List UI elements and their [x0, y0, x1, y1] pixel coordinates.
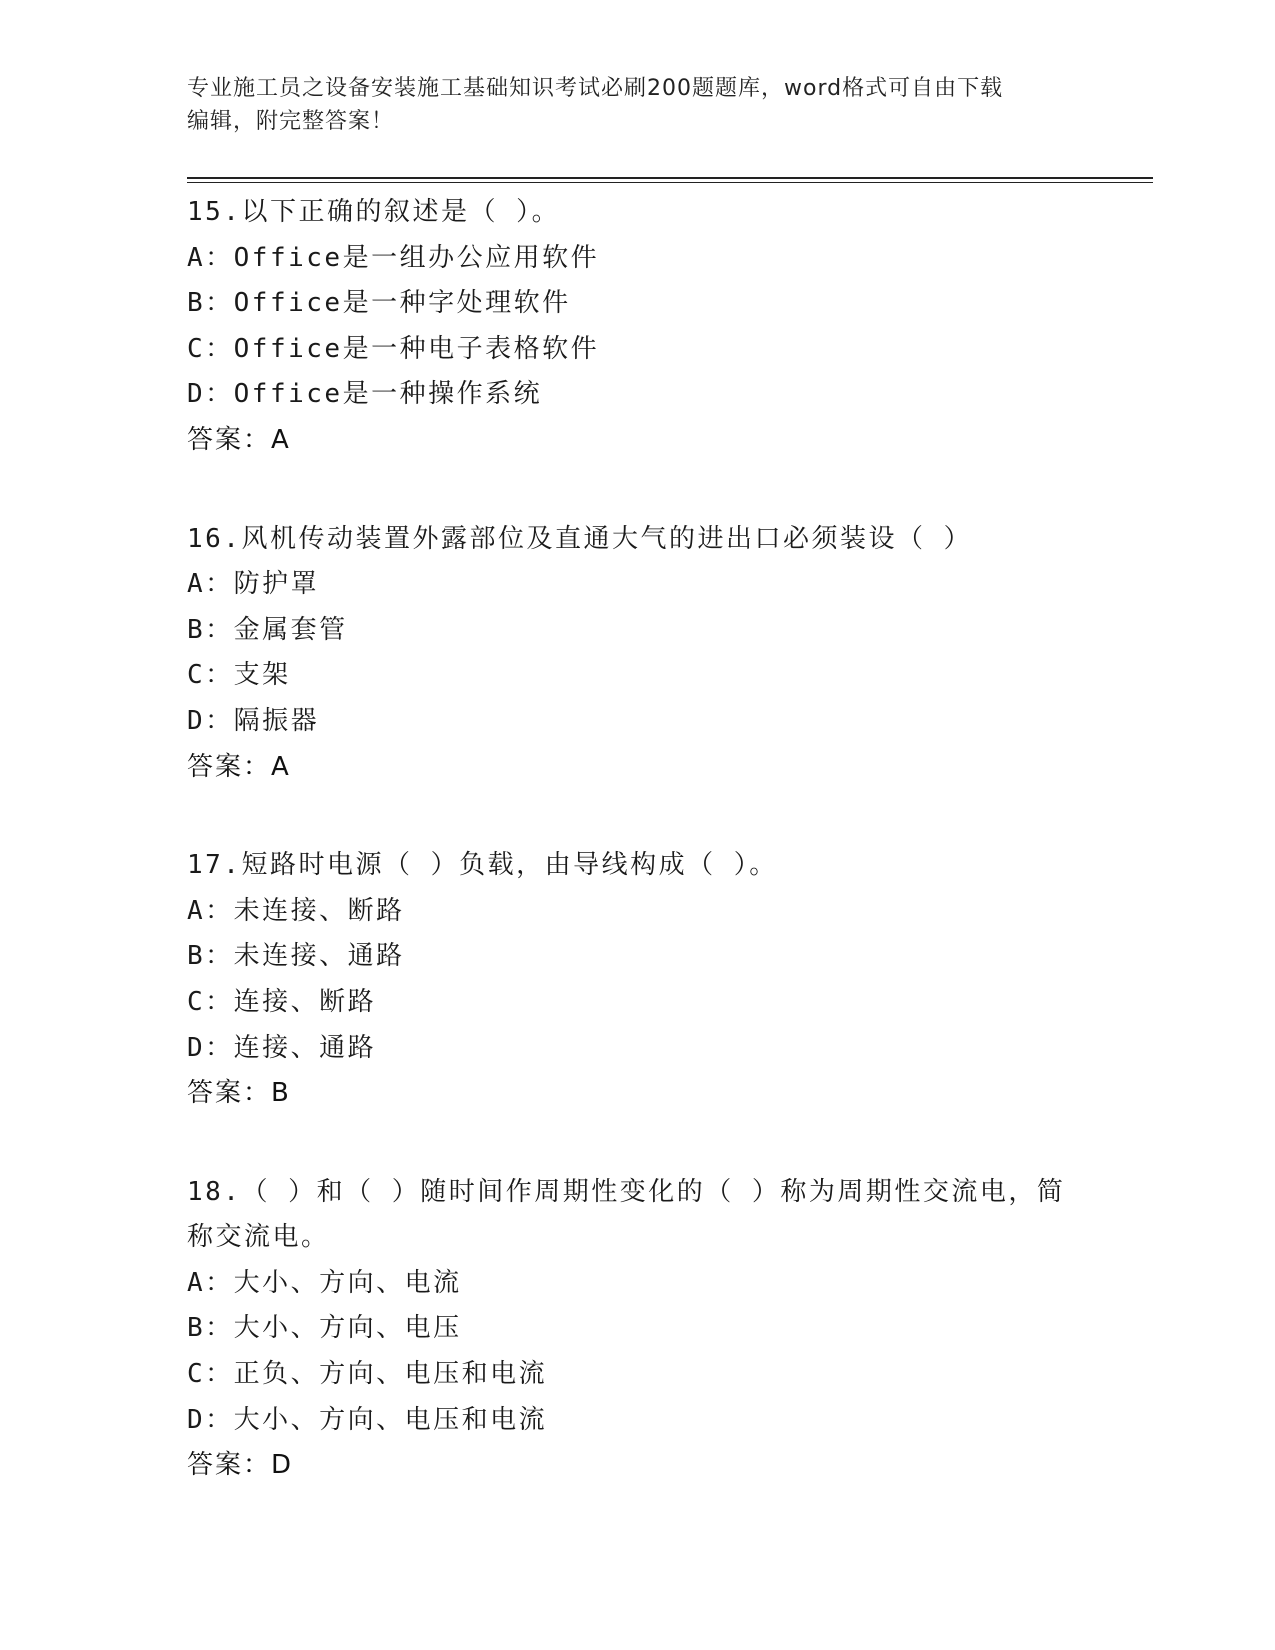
document-header: [187, 72, 1087, 138]
question-16: [187, 517, 1087, 791]
question-17: [187, 843, 1087, 1117]
option-a: A：未连接、断路: [187, 895, 405, 926]
header-rule-thick: [187, 177, 1153, 179]
option-b: B：金属套管: [187, 614, 348, 645]
option-d: D：连接、通路: [187, 1032, 377, 1063]
answer-line: 答案：B: [187, 1078, 291, 1109]
option-a: A：大小、方向、电流: [187, 1267, 462, 1298]
option-c: C：Office是一种电子表格软件: [187, 333, 600, 364]
question-stem: 15.以下正确的叙述是（ ）。: [187, 197, 561, 227]
header-rule-thin: [187, 182, 1153, 183]
option-a: A：Office是一组办公应用软件: [187, 242, 600, 273]
option-b: B：未连接、通路: [187, 941, 405, 972]
answer-line: 答案：A: [187, 424, 291, 455]
question-stem: 17.短路时电源（ ）负载，由导线构成（ ）。: [187, 850, 778, 881]
question-stem: 16.风机传动装置外露部位及直通大气的进出口必须装设（ ）: [187, 523, 973, 554]
header-line-1: 专业施工员之设备安装施工基础知识考试必刷200题题库，word格式可自由下载: [187, 76, 1004, 101]
option-d: D：隔振器: [187, 705, 320, 736]
answer-line: 答案：D: [187, 1450, 294, 1481]
question-stem: 18.（ ）和（ ）随时间作周期性变化的（ ）称为周期性交流电，简称交流电。: [187, 1176, 1066, 1253]
option-b: B：大小、方向、电压: [187, 1313, 462, 1344]
option-b: B：Office是一种字处理软件: [187, 288, 571, 319]
option-d: D：Office是一种操作系统: [187, 379, 543, 410]
question-list: [187, 190, 1087, 1542]
option-c: C：连接、断路: [187, 986, 377, 1017]
option-c: C：支架: [187, 660, 291, 691]
header-line-2: 编辑，附完整答案！: [187, 109, 395, 134]
question-15: [187, 190, 1087, 464]
option-d: D：大小、方向、电压和电流: [187, 1404, 548, 1435]
question-18: [187, 1170, 1087, 1489]
option-a: A：防护罩: [187, 569, 320, 600]
answer-line: 答案：A: [187, 751, 291, 782]
option-c: C：正负、方向、电压和电流: [187, 1359, 548, 1390]
